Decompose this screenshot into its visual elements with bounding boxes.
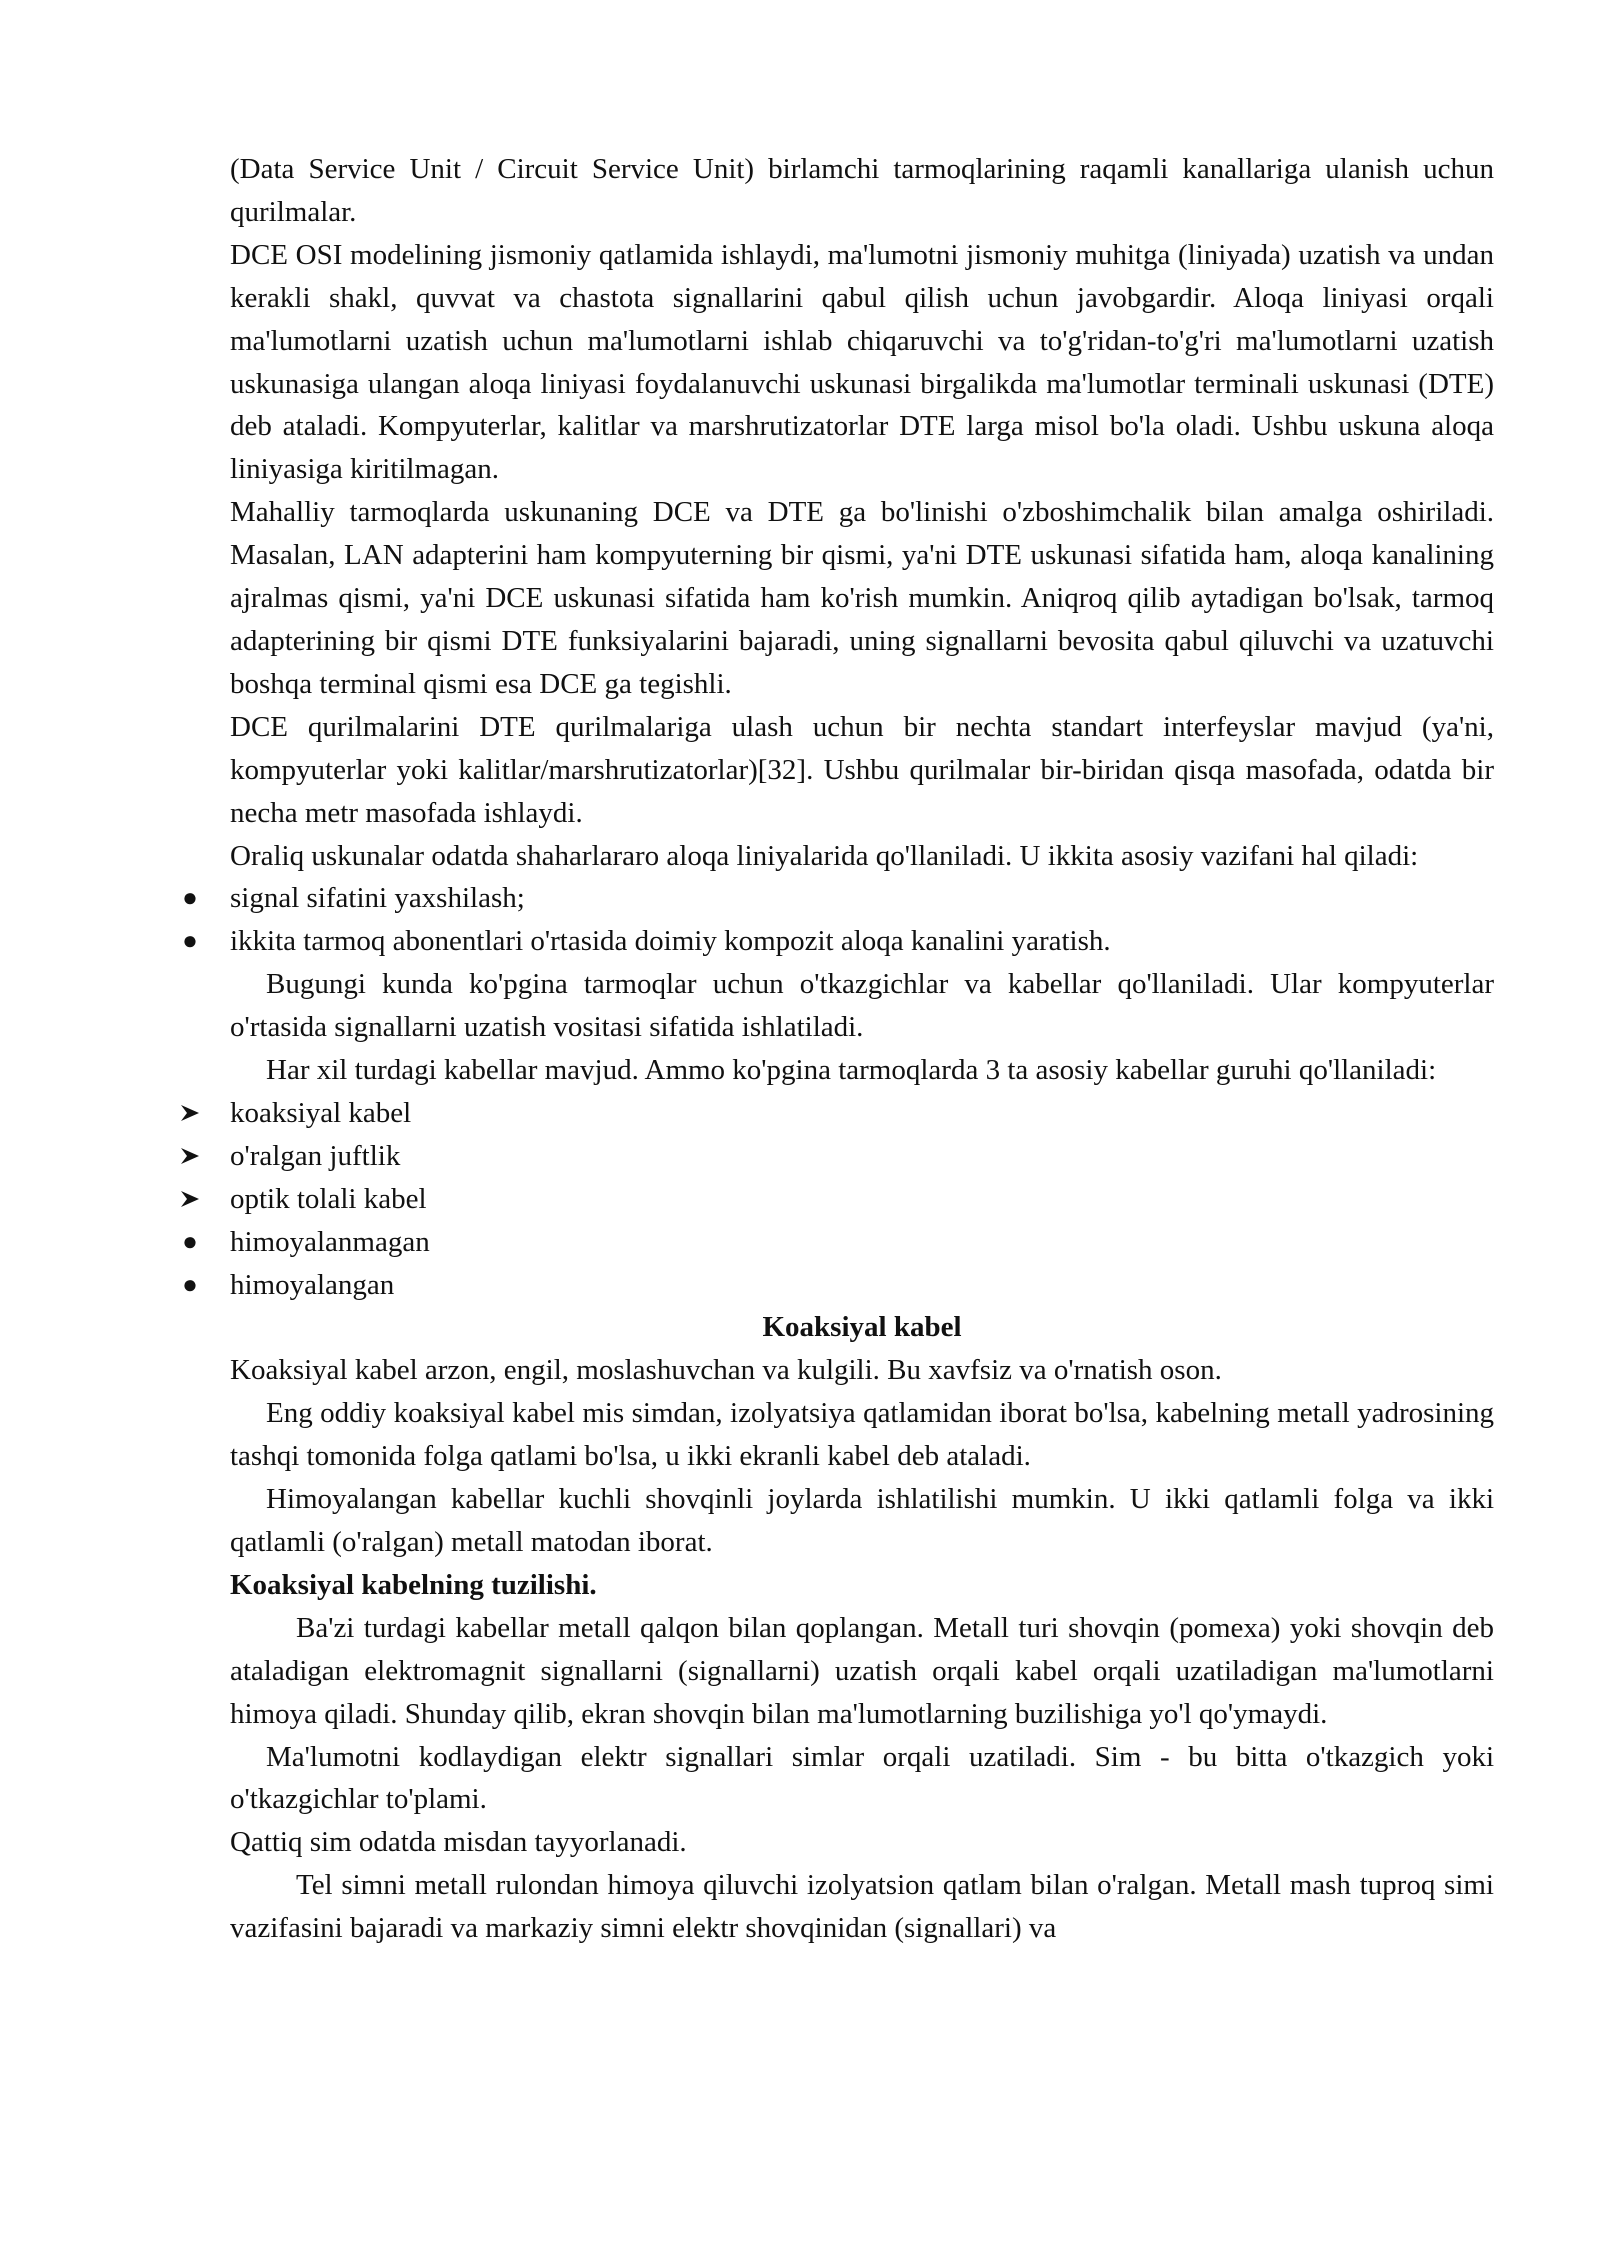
- cable-groups-list: [182, 1092, 1494, 1307]
- list-item-text: o'ralgan juftlik: [230, 1139, 401, 1172]
- arrow-bullet-icon: [178, 1135, 202, 1178]
- list-item-text: ikkita tarmoq abonentlari o'rtasida doimiy kompozit aloqa kanalini yaratish.: [230, 925, 1111, 958]
- list-item: [230, 1178, 1494, 1221]
- section-heading-coaxial-structure: Koaksiyal kabelning tuzilishi.: [230, 1568, 597, 1601]
- list-item: [182, 877, 1494, 920]
- paragraph-conductors: Bugungi kunda ko'pgina tarmoqlar uchun o'tkazgichlar va kabellar qo'llaniladi. Ular kompyuterlar o'rtasida signallarni uzatish vositasi sifatida ishlatiladi.: [230, 968, 1494, 1044]
- paragraph-dsu-csu: (Data Service Unit / Circuit Service Unit) birlamchi tarmoqlarining raqamli kanallariga ulanish uchun qurilmalar.: [230, 153, 1494, 228]
- paragraph-local-networks: Mahalliy tarmoqlarda uskunaning DCE va DTE ga bo'linishi o'zboshimchalik bilan amalga oshiriladi. Masalan, LAN adapterini ham kompyuterning bir qismi, ya'ni DTE uskunasi sifatida ham, aloqa kanalining ajralmas qismi, ya'ni DCE uskunasi sifatida ham ko'rish mumkin. Aniqroq qilib aytadigan bo'lsak, tarmoq adapterining bir qismi DTE funksiyalarini bajaradi, uning signallarni bevosita qabul qiluvchi va uzatuvchi boshqa terminal qismi esa DCE ga tegishli.: [230, 496, 1494, 700]
- arrow-bullet-icon: [178, 1178, 202, 1221]
- bullet-icon: ●: [182, 926, 198, 956]
- paragraph-simple-coaxial: Eng oddiy koaksiyal kabel mis simdan, izolyatsiya qatlamidan iborat bo'lsa, kabelning metall yadrosining tashqi tomonida folga qatlami bo'lsa, u ikki ekranli kabel deb ataladi.: [230, 1397, 1494, 1473]
- list-item-text: koaksiyal kabel: [230, 1096, 412, 1129]
- paragraph-interfaces: DCE qurilmalarini DTE qurilmalariga ulash uchun bir nechta standart interfeyslar mavjud (ya'ni, kompyuterlar yoki kalitlar/marshrutizatorlar)[32]. Ushbu qurilmalar bir-biridan qisqa masofada, odatda bir necha metr masofada ishlaydi.: [230, 710, 1494, 829]
- bullet-icon: ●: [182, 883, 198, 913]
- paragraph-solid-wire: Qattiq sim odatda misdan tayyorlanadi.: [230, 1826, 687, 1859]
- list-item-text: himoyalangan: [230, 1268, 395, 1301]
- section-heading-coaxial: Koaksiyal kabel: [762, 1311, 962, 1344]
- list-item: [182, 920, 1494, 963]
- paragraph-dce-osi: DCE OSI modelining jismoniy qatlamida ishlaydi, ma'lumotni jismoniy muhitga (liniyada) uzatish va undan kerakli shakl, quvvat va chastota signallarini qabul qilish uchun javobgardir. Aloqa liniyasi orqali ma'lumotlarni uzatish uchun ma'lumotlarni ishlab chiqaruvchi va to'g'ridan-to'g'ri ma'lumotlarni uzatish uskunasiga ulangan aloqa liniyasi foydalanuvchi uskunasi birgalikda ma'lumotlar terminali uskunasi (DTE) deb ataladi. Kompyuterlar, kalitlar va marshrutizatorlar DTE larga misol bo'la oladi. Ushbu uskuna aloqa liniyasiga kiritilmagan.: [230, 238, 1494, 486]
- list-item: [230, 1092, 1494, 1135]
- bullet-icon: ●: [182, 1269, 198, 1299]
- list-item: [182, 1221, 1494, 1264]
- paragraph-shielded-cables: Himoyalangan kabellar kuchli shovqinli joylarda ishlatilishi mumkin. U ikki qatlamli folga va ikki qatlamli (o'ralgan) metall matodan iborat.: [230, 1483, 1494, 1558]
- list-item: [230, 1135, 1494, 1178]
- paragraph-metal-shield: Ba'zi turdagi kabellar metall qalqon bilan qoplangan. Metall turi shovqin (pomexa) yoki shovqin deb ataladigan elektromagnit signallarni (signallarni) uzatish orqali kabel orqali uzatiladigan ma'lumotlarni himoya qiladi. Shunday qilib, ekran shovqin bilan ma'lumotlarning buzilishiga yo'l qo'ymaydi.: [230, 1611, 1494, 1730]
- paragraph-intermediate-equipment: Oraliq uskunalar odatda shaharlararo aloqa liniyalarida qo'llaniladi. U ikkita asosiy vazifani hal qiladi:: [230, 839, 1419, 872]
- document-page: [182, 148, 1494, 1950]
- paragraph-coaxial-intro: Koaksiyal kabel arzon, engil, moslashuvchan va kulgili. Bu xavfsiz va o'rnatish oson.: [230, 1354, 1222, 1387]
- tasks-list: [182, 877, 1494, 963]
- list-item-text: himoyalanmagan: [230, 1225, 430, 1258]
- list-item-text: signal sifatini yaxshilash;: [230, 882, 525, 915]
- list-item: [182, 1264, 1494, 1307]
- arrow-bullet-icon: [178, 1092, 202, 1135]
- paragraph-wire-insulation: Tel simni metall rulondan himoya qiluvchi izolyatsion qatlam bilan o'ralgan. Metall mash tuproq simi vazifasini bajaradi va markaziy simni elektr shovqinidan (signallari) va: [230, 1869, 1494, 1945]
- bullet-icon: ●: [182, 1226, 198, 1256]
- list-item-text: optik tolali kabel: [230, 1182, 427, 1215]
- paragraph-electric-signals: Ma'lumotni kodlaydigan elektr signallari simlar orqali uzatiladi. Sim - bu bitta o'tkazgich yoki o'tkazgichlar to'plami.: [230, 1740, 1494, 1816]
- paragraph-cable-types: Har xil turdagi kabellar mavjud. Ammo ko'pgina tarmoqlarda 3 ta asosiy kabellar guruhi qo'llaniladi:: [266, 1054, 1437, 1087]
